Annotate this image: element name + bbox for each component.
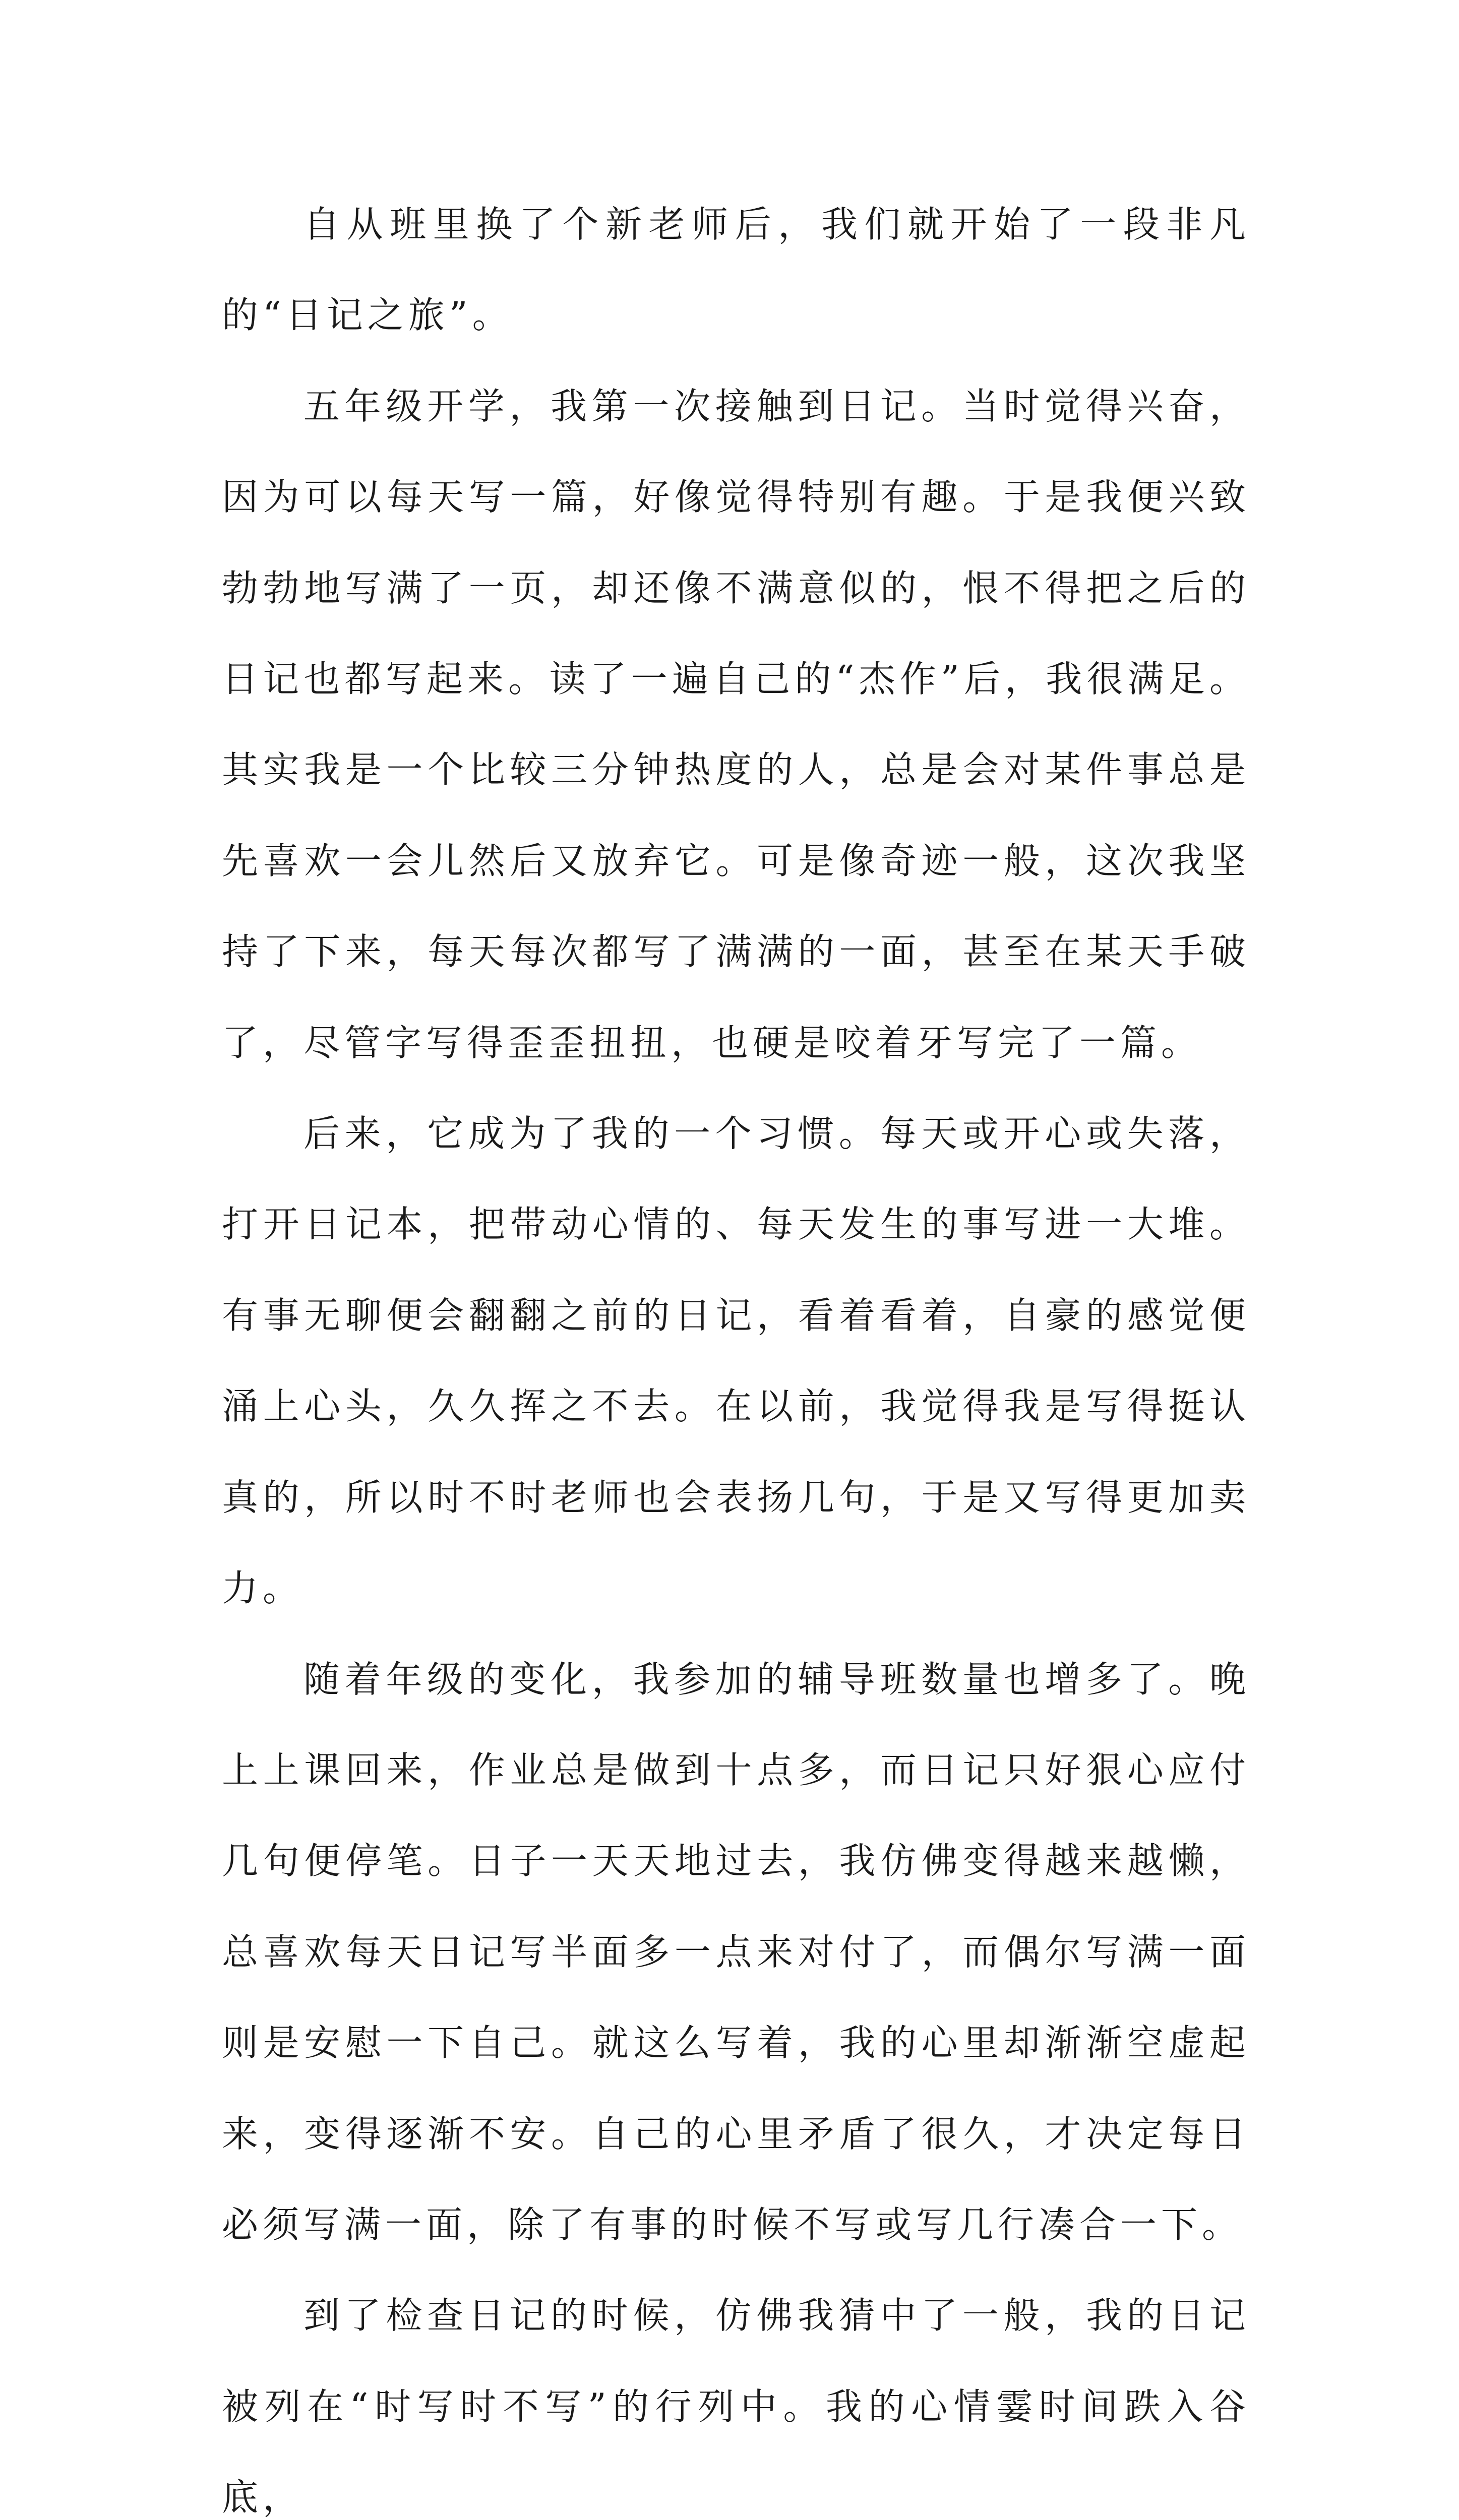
paragraph-2: 五年级开学，我第一次接触到日记。当时觉得兴奋，因为可以每天写一篇，好像觉得特别有趣。于是我便兴致勃勃地写满了一页，却还像不满意似的，恨不得把之后的日记也都写起来。读了一遍自己的“杰作”后，我很满足。其实我是一个比较三分钟热度的人，总是会对某件事总是先喜欢一会儿然后又放弃它。可是像奇迹一般，这次我坚持了下来，每天每次都写了满满的一面，甚至在某天手破了，尽管字写得歪歪扭扭，也硬是咬着牙写完了一篇。	[222, 385, 1250, 1064]
body-text	[222, 179, 1250, 2520]
paragraph-1: 自从班里换了个新老师后，我们就开始了一段非凡的“日记之旅”。	[222, 203, 1250, 337]
paragraph-5: 到了检查日记的时候，仿佛我猜中了一般，我的日记被列在“时写时不写”的行列中。我的心情霎时间跌入谷底，	[222, 2294, 1250, 2519]
paragraph-3: 后来，它成为了我的一个习惯。每天或开心或失落，打开日记本，把带动心情的、每天发生的事写进一大堆。有事无聊便会翻翻之前的日记，看着看着，自豪的感觉便涌上心头，久久挥之不去。在以前，我觉得我是写得挺认真的，所以时不时老师也会表扬几句，于是又写得更加卖力。	[222, 1112, 1250, 1610]
paragraph-4: 随着年级的变化，我参加的辅导班数量也增多了。晚上上课回来，作业总是做到十点多，而日记只好狠心应付几句便停笔。日子一天天地过去，我仿佛变得越来越懒，总喜欢每天日记写半面多一点来对付了，而偶尔写满一面则是安慰一下自己。就这么写着，我的心里却渐渐空虚起来，变得逐渐不安。自己的心里矛盾了很久，才决定每日必须写满一面，除了有事的时候不写或写几行凑合一下。	[222, 1658, 1250, 2246]
